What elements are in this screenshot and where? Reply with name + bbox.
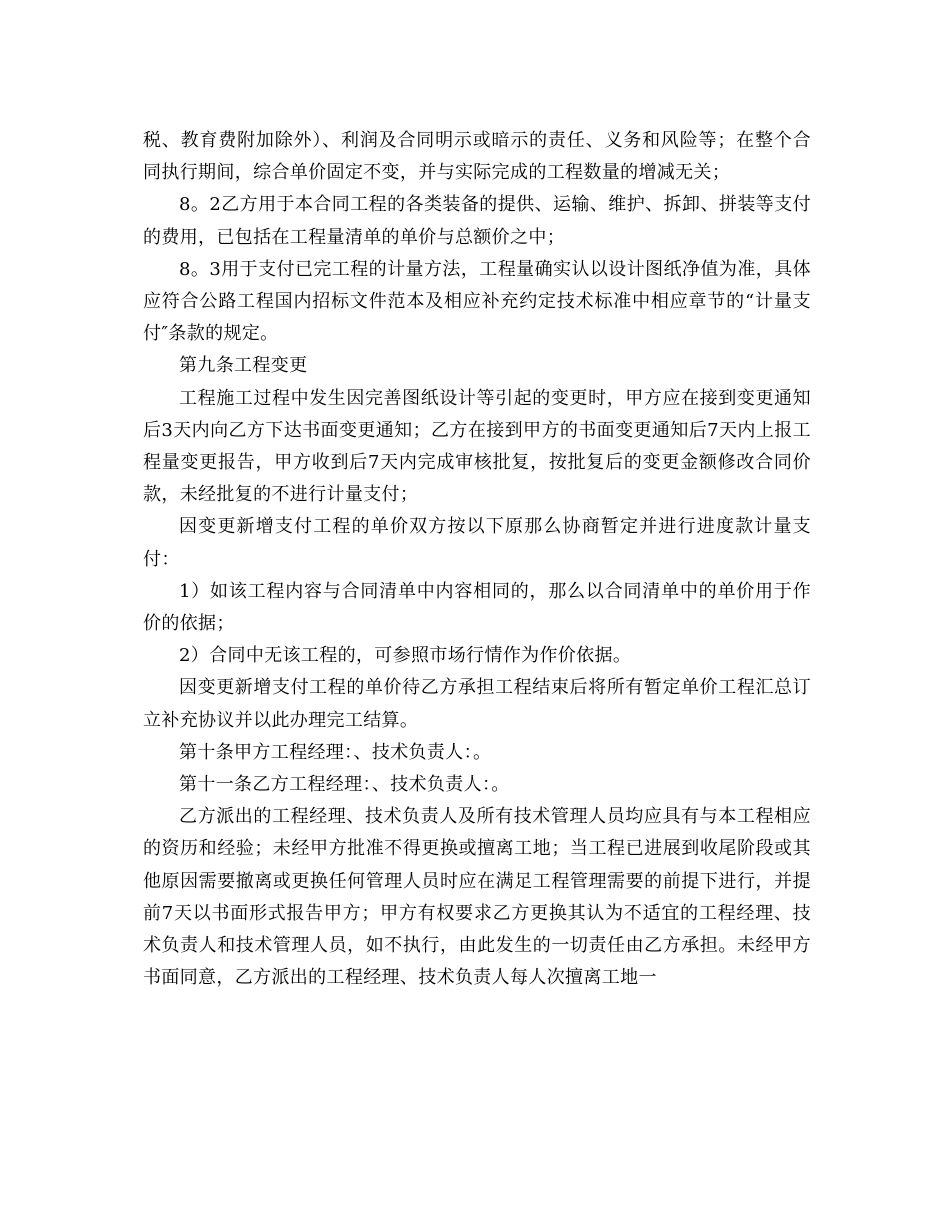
list-item-1: 1）如该工程内容与合同清单中内容相同的，那么以合同清单中的单价用于作价的依据； [143, 580, 811, 635]
section-heading-article-9: 第九条工程变更 [179, 355, 308, 377]
paragraph-clause-8-2: 8。2乙方用于本合同工程的各类装备的提供、运输、维护、拆卸、拼装等支付的费用，已包括在工程量清单的单价与总额价之中； [143, 194, 811, 248]
section-heading-article-10: 第十条甲方工程经理：、技术负责人：。 [179, 741, 492, 763]
paragraph-clause-8-3: 8。3用于支付已完工程的计量方法，工程量确实认以设计图纸净值为准，具体应符合公路工程国内招标文件范本及相应补充约定技术标准中相应章节的“计量支付″条款的规定。 [143, 258, 811, 345]
paragraph-supplementary-agreement: 因变更新增支付工程的单价待乙方承担工程结束后将所有暂定单价工程汇总订立补充协议并以此办理完工结算。 [143, 677, 811, 731]
paragraph-change-procedure: 工程施工过程中发生因完善图纸设计等引起的变更时，甲方应在接到变更通知后3天内向乙方下达书面变更通知；乙方在接到甲方的书面变更通知后7天内上报工程量变更报告，甲方收到后7天内完成审核批复，按批复后的变更金额修改合同价款，未经批复的不进行计量支付； [143, 387, 811, 506]
list-item-2: 2）合同中无该工程的，可参照市场行情作为作价依据。 [179, 645, 632, 667]
paragraph-personnel-requirements: 乙方派出的工程经理、技术负责人及所有技术管理人员均应具有与本工程相应的资历和经验；未经甲方批准不得更换或擅离工地；当工程已进展到收尾阶段或其他原因需要撤离或更换任何管理人员时应在满足工程管理需要的前提下进行，并提前7天以书面形式报告甲方；甲方有权要求乙方更换其认为不适宜的工程经理、技术负责人和技术管理人员，如不执行，由此发生的一切责任由乙方承担。未经甲方书面同意，乙方派出的工程经理、技术负责人每人次擅离工地一 [143, 806, 811, 989]
document-body [143, 125, 811, 994]
paragraph-change-pricing: 因变更新增支付工程的单价双方按以下原那么协商暂定并进行进度款计量支付： [143, 516, 811, 570]
section-heading-article-11: 第十一条乙方工程经理：、技术负责人：。 [179, 774, 510, 796]
paragraph-continuation: 税、教育费附加除外）、利润及合同明示或暗示的责任、义务和风险等；在整个合同执行期间，综合单价固定不变，并与实际完成的工程数量的增减无关； [143, 130, 811, 184]
